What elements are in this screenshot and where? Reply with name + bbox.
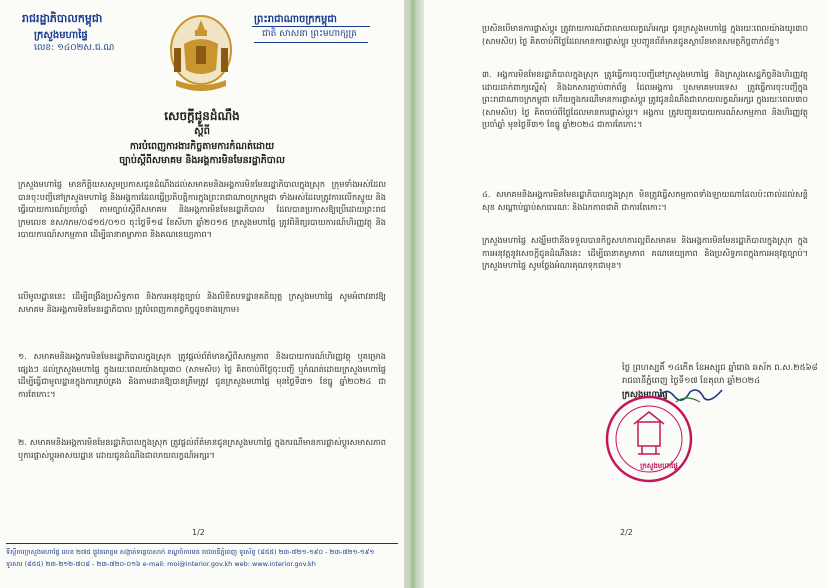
page-number: 2/2	[620, 528, 633, 537]
signatory-title: ក្រសួងមហាផ្ទៃ	[622, 390, 668, 400]
royal-coat-of-arms-icon	[168, 14, 234, 96]
footer-address: ទីស្ដីការក្រសួងមហាផ្ទៃ លេខ ២៧៥ ផ្លូវនរោត្តម សង្កាត់ទន្លេបាសាក់ ខណ្ឌចំការមន រាជធានីភ្នំពេញ ទូរស័ព្ទ (៨៥៥) ២៣-៧២១-១៩០ - ២៣-៧២១-១៩១	[6, 548, 375, 556]
document-about-label: ស្ដីពី	[194, 126, 210, 137]
body-paragraph: លើមូលដ្ឋាននេះ ដើម្បីពង្រឹងប្រសិទ្ធភាព និងការអនុវត្តច្បាប់ និងលិខិតបទដ្ឋានគតិយុត្ត ក្រសួងមហាផ្ទៃ សូមអំពាវនាវឱ្យសមាគម និងអង្គការមិនមែនរដ្ឋាភិបាល ត្រូវបំពេញកាតព្វកិច្ចដូចខាងក្រោម៖	[18, 291, 386, 314]
body-paragraph: ក្រសួងមហាផ្ទៃ មានកិត្តិយសសូមប្រកាសជូនដំណឹងដល់សមាគមនិងអង្គការមិនមែនរដ្ឋាភិបាលក្នុងស្រុក ក្រុមទាំងអស់ដែលបានចុះបញ្ជីនៅក្រសួងមហាផ្ទៃ និងអង្គការដែលធ្វើប្រតិបត្តិការក្នុងព្រះរាជាណាចក្រកម្ពុជា ទាំងអស់ដែលត្រូវការលើកស្ទួយ និងធ្វើរបាយការណ៍ប្រចាំឆ្នាំ តាមច្បាប់ស្ដីពីសមាគម និងអង្គការមិនមែនរដ្ឋាភិបាល ដែលបានប្រកាសឱ្យប្រើដោយព្រះរាជក្រមលេខ នស/រកម/០៨១៥/០១០ ចុះថ្ងៃទី១៨ ខែសីហា ឆ្នាំ២០១៥ ក្រសួងមហាផ្ទៃ ត្រូវពិនិត្យរបាយការណ៍ហិរញ្ញវត្ថុ និងរបាយការណ៍សកម្មភាព ដើម្បីធានាតម្លាភាព និងគណនេយ្យភាព។	[18, 179, 386, 240]
ministry-header-line2: ក្រសួងមហាផ្ទៃ	[34, 30, 88, 41]
solar-date: រាជធានីភ្នំពេញ ថ្ងៃទី១៧ ខែតុលា ឆ្នាំ២០២៤	[622, 376, 761, 386]
ministry-header-line1: រាជរដ្ឋាភិបាលកម្ពុជា	[22, 12, 103, 25]
body-paragraph: ២. សមាគមនិងអង្គការមិនមែនរដ្ឋាភិបាលក្នុងស្រុក ត្រូវផ្ដល់ព័ត៌មានជូនក្រសួងមហាផ្ទៃ ក្នុងករណីមានការផ្លាស់ប្ដូរសមាសភាព ឬការផ្លាស់ប្ដូរអាសយដ្ឋាន ដោយជូនដំណឹងជាលាយលក្ខណ៍អក្សរ។	[18, 437, 386, 460]
lunar-date: ថ្ងៃ ព្រហស្បតិ៍ ១៤កើត ខែអស្សុជ ឆ្នាំរោង ឆស័ក ព.ស.២៥៦៨	[622, 363, 818, 373]
body-paragraph: ប្រសិនបើមានការផ្លាស់ប្ដូរ ត្រូវរាយការណ៍ជាលាយលក្ខណ៍អក្សរ ជូនក្រសួងមហាផ្ទៃ ក្នុងរយៈពេលយ៉ាងយូរ៣០ (សាមសិប) ថ្ងៃ គិតចាប់ពីថ្ងៃដែលមានការផ្លាស់ប្ដូរ ឬបញ្ជូនព័ត៌មានជូនស្ថាប័នមានសមត្ថកិច្ចពាក់ព័ន្ធ។	[482, 23, 808, 46]
subject-line: ច្បាប់ស្ដីពីសមាគម និងអង្គការមិនមែនរដ្ឋាភិបាល	[119, 155, 285, 166]
document-page-1	[0, 0, 404, 588]
national-motto: ជាតិ សាសនា ព្រះមហាក្សត្រ	[262, 29, 357, 39]
header-divider-2	[254, 42, 368, 43]
seal-inscription: ក្រសួងមហាផ្ទៃ	[640, 462, 678, 470]
document-subject	[0, 140, 404, 168]
body-paragraph: ៣. អង្គការមិនមែនរដ្ឋាភិបាលក្នុងស្រុក ត្រូវធ្វើការចុះបញ្ជីនៅក្រសួងមហាផ្ទៃ និងក្រសួងសេដ្ឋកិច្ចនិងហិរញ្ញវត្ថុ ដោយដាក់ពាក្យស្នើសុំ និងឯកសារភ្ជាប់ពាក់ព័ន្ធ ដែលអង្គការ ឬសមាគមបរទេស ត្រូវធ្វើការចុះបញ្ជីក្នុងព្រះរាជាណាចក្រកម្ពុជា ហើយក្នុងករណីមានការផ្លាស់ប្ដូរ ត្រូវជូនដំណឹងជាលាយលក្ខណ៍អក្សរ ក្នុងរយៈពេល៣០ (សាមសិប) ថ្ងៃ គិតចាប់ពីថ្ងៃដែលមានការផ្លាស់ប្ដូរ។ អង្គការ ត្រូវបញ្ជូនរបាយការណ៍សកម្មភាព និងហិរញ្ញវត្ថុប្រចាំឆ្នាំ មុនថ្ងៃទី៣១ ខែធ្នូ ឆ្នាំ២០២៤ ជាការតែកោះ។	[482, 69, 808, 130]
body-paragraph: ៤. សមាគមនិងអង្គការមិនមែនរដ្ឋាភិបាលក្នុងស្រុក មិនត្រូវធ្វើសកម្មភាពទាំងឡាយណាដែលប៉ះពាល់ដល់សន្តិសុខ សណ្ដាប់ធ្នាប់សាធារណៈ និងឯកភាពជាតិ ជាការតែកោះ។	[482, 189, 808, 212]
document-title: សេចក្ដីជូនដំណឹង	[164, 109, 240, 123]
page-number: 1/2	[192, 528, 205, 537]
body-paragraph: ក្រសួងមហាផ្ទៃ សង្ឃឹមថានឹងទទួលបានកិច្ចសហការល្អពីសមាគម និងអង្គការមិនមែនរដ្ឋាភិបាលក្នុងស្រុក ក្នុងការអនុវត្តនូវសេចក្ដីជូនដំណឹងនេះ ដើម្បីធានាតម្លាភាព គណនេយ្យភាព និងប្រសិទ្ធភាពក្នុងការអនុវត្តច្បាប់។ ក្រសួងមហាផ្ទៃ សូមថ្លែងអំណរគុណទុកជាមុន។	[482, 235, 808, 271]
footer-divider	[6, 543, 398, 544]
body-paragraph: ១. សមាគមនិងអង្គការមិនមែនរដ្ឋាភិបាលក្នុងស្រុក ត្រូវផ្ដល់ព័ត៌មានស្ដីពីសកម្មភាព និងរបាយការណ៍ហិរញ្ញវត្ថុ ឬគម្រោងផ្សេងៗ ដល់ក្រសួងមហាផ្ទៃ ក្នុងរយៈពេលយ៉ាងយូរ៣០ (សាមសិប) ថ្ងៃ គិតចាប់ពីថ្ងៃចុះបញ្ជី ឬកំណត់ដោយក្រសួងមហាផ្ទៃ ដើម្បីធ្វើជាមូលដ្ឋានក្នុងការគ្រប់គ្រង និងតាមដានឱ្យបានត្រឹមត្រូវ ជូនក្រសួងមហាផ្ទៃ មុនថ្ងៃទី៣១ ខែធ្នូ ឆ្នាំ២០២៤ ជាការតែកោះ។	[18, 351, 386, 399]
kingdom-header: ព្រះរាជាណាចក្រកម្ពុជា	[254, 14, 337, 25]
document-page-2	[424, 0, 828, 588]
header-divider	[252, 26, 370, 27]
book-spine	[402, 0, 424, 588]
footer-contact: ទូរសារ (៨៥៥) ២៣-២១២-៧០៨ - ២៣-៧២០-០១៦ e-mail: moi@interior.gov.kh web: www.interior.gov.kh	[6, 560, 316, 568]
subject-line: ការបំពេញការងារកិច្ចតាមការកំណត់ដោយ	[129, 141, 275, 152]
document-reference-number: លេខ: ១៤០២ស.ជ.ណ	[34, 43, 115, 53]
